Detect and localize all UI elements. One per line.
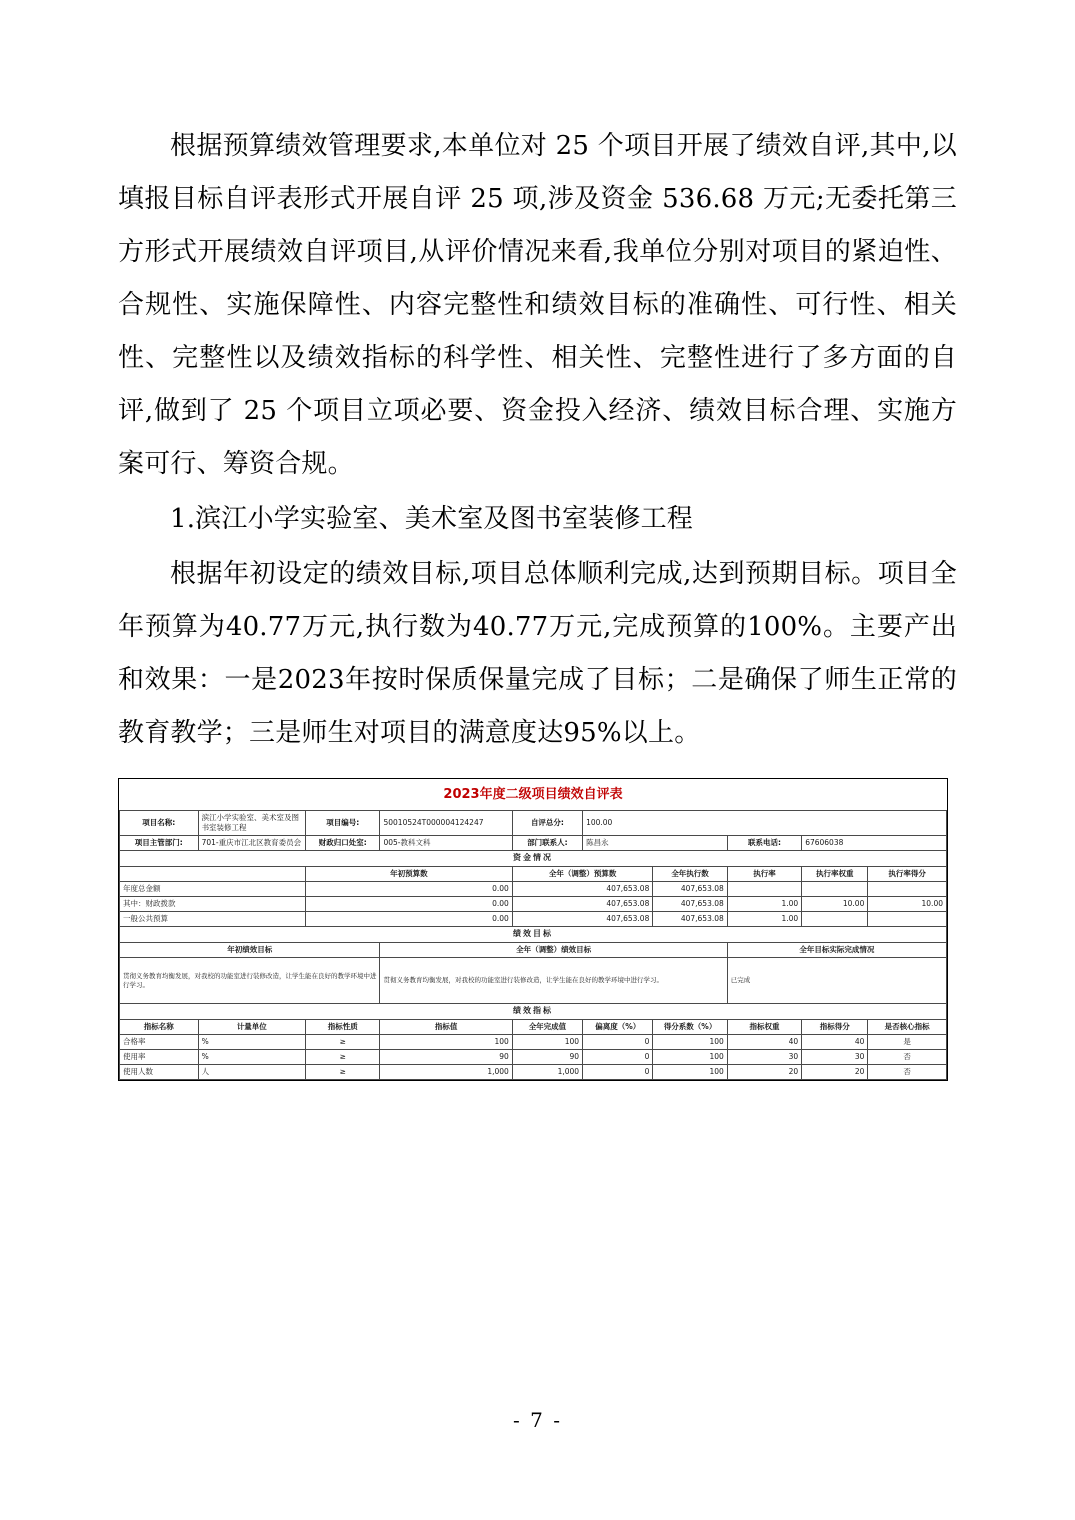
funds-header-begin: 年初预算数 (306, 866, 513, 881)
indicator-weight: 30 (727, 1050, 801, 1065)
funds-row-name: 一般公共预算 (120, 912, 306, 927)
indicator-score: 30 (802, 1050, 868, 1065)
indicator-nature: ≥ (306, 1035, 380, 1050)
form-title-row (120, 779, 947, 810)
indicator-unit: % (198, 1035, 306, 1050)
phone-value: 67606038 (802, 835, 947, 850)
project-code-label: 项目编号: (306, 810, 380, 835)
indicator-header-target: 指标值 (380, 1019, 512, 1034)
indicator-deviation: 0 (583, 1050, 653, 1065)
indicator-score: 40 (802, 1035, 868, 1050)
funds-section-title: 资金情况 (120, 850, 947, 866)
form-table (119, 779, 947, 1080)
funds-row-weight: 10.00 (802, 896, 868, 911)
dept-value: 701-重庆市江北区教育委员会 (198, 835, 306, 850)
form-title: 2023年度二级项目绩效自评表 (120, 779, 947, 810)
funds-row-adjusted: 407,653.08 (512, 881, 653, 896)
phone-label: 联系电话: (727, 835, 801, 850)
funds-header-executed: 全年执行数 (653, 866, 727, 881)
project-name-value: 滨江小学实验室、美术室及图书室装修工程 (198, 810, 306, 835)
indicator-header-unit: 计量单位 (198, 1019, 306, 1034)
indicator-target: 90 (380, 1050, 512, 1065)
indicator-coef: 100 (653, 1050, 727, 1065)
indicator-name: 使用人数 (120, 1065, 199, 1080)
funds-header-adjusted: 全年（调整）预算数 (512, 866, 653, 881)
goal-header-actual: 全年目标实际完成情况 (727, 943, 946, 958)
indicator-header-core-note: 是否核心指标 (868, 1019, 947, 1034)
funds-row (120, 912, 947, 927)
funds-row-begin: 0.00 (306, 896, 513, 911)
funds-row-begin: 0.00 (306, 881, 513, 896)
funds-header-row (120, 866, 947, 881)
indicator-actual: 1,000 (512, 1065, 582, 1080)
funds-row-rate: 1.00 (727, 912, 801, 927)
indicator-header-nature: 指标性质 (306, 1019, 380, 1034)
funds-section-row (120, 850, 947, 866)
funds-row-adjusted: 407,653.08 (512, 896, 653, 911)
indicator-header-weight: 指标权重 (727, 1019, 801, 1034)
goal-value-initial: 贯彻义务教育均衡发展，对我校的功能室进行装修改造，让学生能在良好的教学环境中进行学习。 (120, 958, 380, 1004)
performance-self-evaluation-form (118, 778, 948, 1081)
funds-header-weight: 执行率权重 (802, 866, 868, 881)
goal-section-title: 绩效目标 (120, 927, 947, 943)
goal-header-row (120, 943, 947, 958)
funds-row (120, 896, 947, 911)
indicator-nature: ≥ (306, 1050, 380, 1065)
indicator-target: 100 (380, 1035, 512, 1050)
indicator-header-actual: 全年完成值 (512, 1019, 582, 1034)
indicator-weight: 40 (727, 1035, 801, 1050)
info-row-2 (120, 835, 947, 850)
indicator-row (120, 1035, 947, 1050)
paragraph-overview: 根据预算绩效管理要求,本单位对 25 个项目开展了绩效自评,其中,以填报目标自评表形式开展自评 25 项,涉及资金 536.68 万元;无委托第三方形式开展绩效自评项目,从评价情况来看,我单位分别对项目的紧迫性、合规性、实施保障性、内容完整性和绩效目标的准确性、可行性、相关性、完整性以及绩效指标的科学性、相关性、完整性进行了多方面的自评,做到了 25 个项目立项必要、资金投入经济、绩效目标合理、实施方案可行、筹资合规。 (118, 131, 957, 479)
funds-row-executed: 407,653.08 (653, 896, 727, 911)
indicator-weight: 20 (727, 1065, 801, 1080)
funds-row-score (868, 912, 947, 927)
goal-header-initial: 年初绩效目标 (120, 943, 380, 958)
indicator-row (120, 1065, 947, 1080)
funds-row-score: 10.00 (868, 896, 947, 911)
self-score-value: 100.00 (583, 810, 947, 835)
indicator-coef: 100 (653, 1065, 727, 1080)
indicator-core: 否 (868, 1065, 947, 1080)
contact-value: 陈昌永 (583, 835, 728, 850)
funds-header-blank (120, 866, 306, 881)
info-row-1 (120, 810, 947, 835)
funds-row-rate: 1.00 (727, 896, 801, 911)
finance-dept-value: 005-教科文科 (380, 835, 512, 850)
finance-dept-label: 财政归口处室: (306, 835, 380, 850)
indicator-header-row (120, 1019, 947, 1034)
indicator-row (120, 1050, 947, 1065)
indicator-deviation: 0 (583, 1065, 653, 1080)
contact-label: 部门联系人: (512, 835, 582, 850)
indicator-header-score: 指标得分 (802, 1019, 868, 1034)
indicator-header-coef: 得分系数（%） (653, 1019, 727, 1034)
indicator-core: 否 (868, 1050, 947, 1065)
funds-row-begin: 0.00 (306, 912, 513, 927)
funds-row-name: 年度总金额 (120, 881, 306, 896)
indicator-section-row (120, 1004, 947, 1020)
indicator-actual: 90 (512, 1050, 582, 1065)
indicator-deviation: 0 (583, 1035, 653, 1050)
goal-header-adjusted: 全年（调整）绩效目标 (380, 943, 727, 958)
goal-value-row (120, 958, 947, 1004)
project-code-value: 50010524T000004124247 (380, 810, 512, 835)
indicator-score: 20 (802, 1065, 868, 1080)
indicator-actual: 100 (512, 1035, 582, 1050)
indicator-core: 是 (868, 1035, 947, 1050)
self-score-label: 自评总分: (512, 810, 582, 835)
indicator-target: 1,000 (380, 1065, 512, 1080)
indicator-unit: 人 (198, 1065, 306, 1080)
indicator-name: 使用率 (120, 1050, 199, 1065)
funds-header-score: 执行率得分 (868, 866, 947, 881)
goal-value-adjusted: 贯彻义务教育均衡发展，对我校的功能室进行装修改造，让学生能在良好的教学环境中进行学习。 (380, 958, 727, 1004)
page-number: - 7 - (513, 1408, 562, 1432)
goal-section-row (120, 927, 947, 943)
paragraph-project-heading: 1.滨江小学实验室、美术室及图书室装修工程 (170, 504, 694, 534)
dept-label: 项目主管部门: (120, 835, 199, 850)
funds-row-executed: 407,653.08 (653, 881, 727, 896)
funds-row-adjusted: 407,653.08 (512, 912, 653, 927)
funds-row-name: 其中：财政拨款 (120, 896, 306, 911)
funds-row-weight (802, 881, 868, 896)
goal-value-actual: 已完成 (727, 958, 946, 1004)
indicator-coef: 100 (653, 1035, 727, 1050)
indicator-nature: ≥ (306, 1065, 380, 1080)
indicator-unit: % (198, 1050, 306, 1065)
project-name-label: 项目名称: (120, 810, 199, 835)
funds-row-executed: 407,653.08 (653, 912, 727, 927)
funds-row-rate (727, 881, 801, 896)
funds-row-score (868, 881, 947, 896)
funds-header-rate: 执行率 (727, 866, 801, 881)
indicator-header-name: 指标名称 (120, 1019, 199, 1034)
indicator-header-deviation: 偏离度（%） (583, 1019, 653, 1034)
paragraph-project-detail: 根据年初设定的绩效目标,项目总体顺利完成,达到预期目标。项目全年预算为40.77万元,执行数为40.77万元,完成预算的100%。主要产出和效果：一是2023年按时保质保量完成了目标；二是确保了师生正常的教育教学；三是师生对项目的满意度达95%以上。 (118, 559, 957, 748)
indicator-section-title: 绩效指标 (120, 1004, 947, 1020)
indicator-name: 合格率 (120, 1035, 199, 1050)
funds-row (120, 881, 947, 896)
funds-row-weight (802, 912, 868, 927)
